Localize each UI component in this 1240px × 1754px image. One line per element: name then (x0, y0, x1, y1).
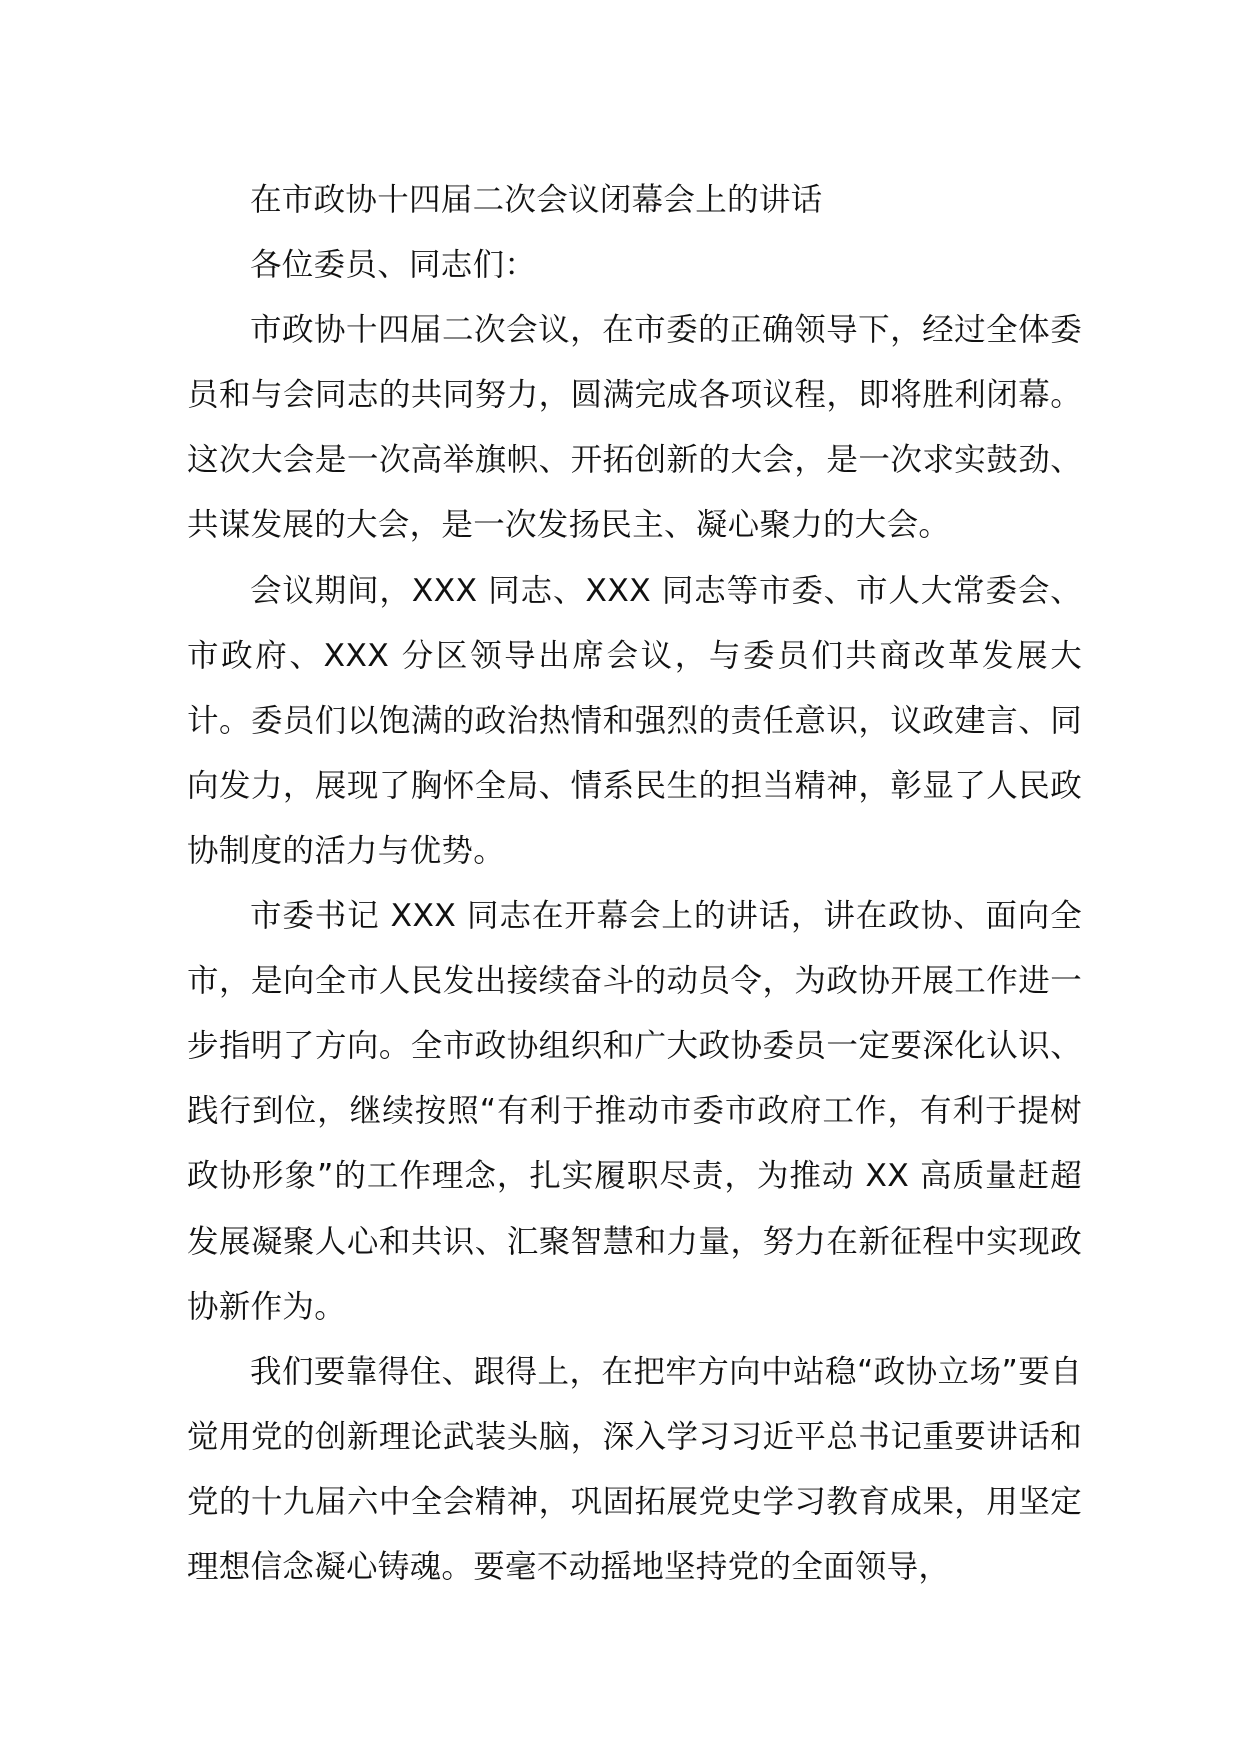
document-title: 在市政协十四届二次会议闭幕会上的讲话 (250, 182, 823, 218)
salutation: 各位委员、同志们： (250, 247, 537, 284)
paragraph-2: 会议期间，XXX 同志、XXX 同志等市委、市人大常委会、市政府、XXX 分区领导出席会议，与委员们共商改革发展大计。委员们以饱满的政治热情和强烈的责任意识，议政建言、同向发力，展现了胸怀全局、情系民生的担当精神，彰显了人民政协制度的活力与优势。 (187, 572, 1082, 869)
document-body (187, 168, 1082, 1600)
paragraph-4: 我们要靠得住、跟得上，在把牢方向中站稳“政协立场”要自觉用党的创新理论武装头脑，深入学习习近平总书记重要讲话和党的十九届六中全会精神，巩固拓展党史学习教育成果，用坚定理想信念凝心铸魂。要毫不动摇地坚持党的全面领导， (187, 1353, 1082, 1585)
paragraph-3: 市委书记 XXX 同志在开幕会上的讲话，讲在政协、面向全市，是向全市人民发出接续奋斗的动员令，为政协开展工作进一步指明了方向。全市政协组织和广大政协委员一定要深化认识、践行到位，继续按照“有利于推动市委市政府工作，有利于提树政协形象”的工作理念，扎实履职尽责，为推动 XX 高质量赶超发展凝聚人心和共识、汇聚智慧和力量，努力在新征程中实现政协新作为。 (187, 898, 1082, 1325)
paragraph-1: 市政协十四届二次会议，在市委的正确领导下，经过全体委员和与会同志的共同努力，圆满完成各项议程，即将胜利闭幕。这次大会是一次高举旗帜、开拓创新的大会，是一次求实鼓劲、共谋发展的大会，是一次发扬民主、凝心聚力的大会。 (187, 312, 1082, 544)
